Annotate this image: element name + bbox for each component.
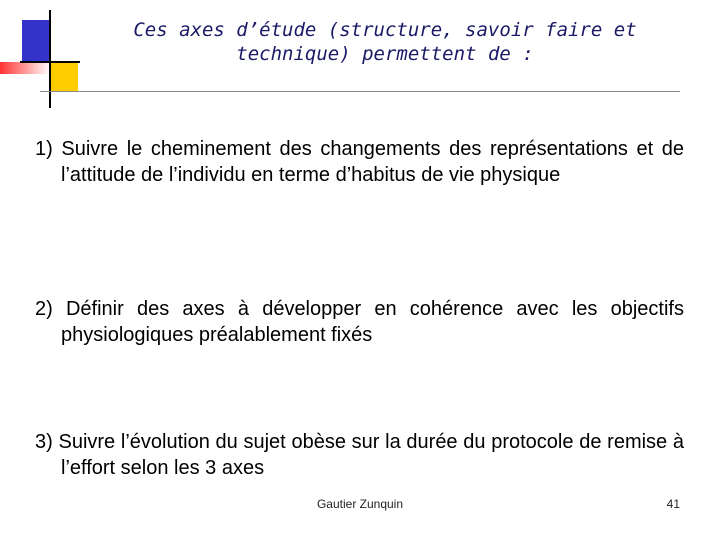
deco-yellow-square [50,62,78,92]
footer-author: Gautier Zunquin [316,497,404,511]
list-item-3: 3) Suivre l’évolution du sujet obèse sur la durée du protocole de remise à l’effort selon les 3 axes [35,431,684,479]
deco-red-bar [0,62,50,74]
deco-blue-square [22,20,50,62]
list-item-1: 1) Suivre le cheminement des changements des représentations et de l’attitude de l’individu en terme d’habitus de vie physique [35,138,684,186]
decorative-logo-squares [0,0,80,110]
list-item-2: 2) Définir des axes à développer en cohérence avec les objectifs physiologiques préalablement fixés [35,298,684,346]
slide-title: Ces axes d’étude (structure, savoir faire et technique) permettent de : [133,19,637,65]
title-divider [40,91,680,92]
page-number: 41 [666,497,680,511]
